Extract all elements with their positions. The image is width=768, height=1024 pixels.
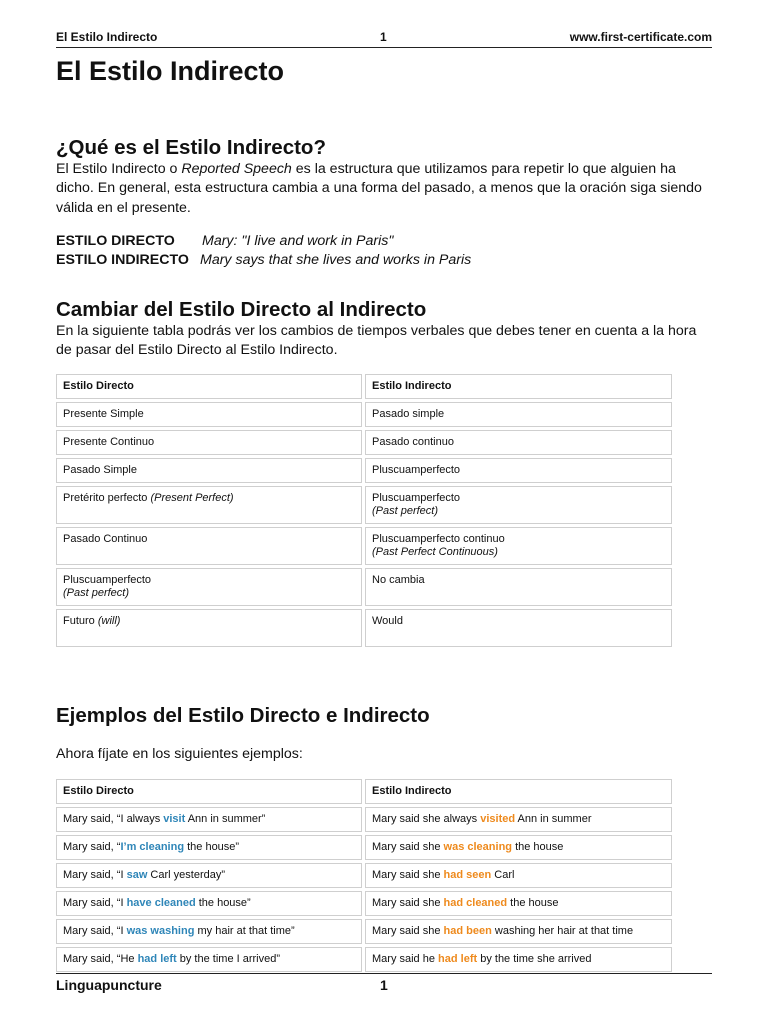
column-header-indirect: Estilo Indirecto bbox=[365, 779, 672, 804]
table-row bbox=[56, 430, 672, 455]
highlighted-verb: I’m cleaning bbox=[120, 841, 185, 853]
document-title: El Estilo Indirecto bbox=[56, 56, 285, 86]
cell-indirect bbox=[365, 609, 672, 647]
cell-direct bbox=[56, 891, 362, 916]
column-header-direct: Estilo Directo bbox=[56, 779, 362, 804]
cell-text: Would bbox=[372, 615, 403, 627]
tense-change-table bbox=[53, 371, 675, 650]
table-row bbox=[56, 919, 672, 944]
paragraph-text: El Estilo Indirecto o bbox=[56, 161, 182, 177]
table-row bbox=[56, 609, 672, 647]
highlighted-verb: saw bbox=[126, 869, 148, 881]
table-row bbox=[56, 568, 672, 606]
cell-emphasis: (Past perfect) bbox=[372, 505, 439, 517]
cell-indirect bbox=[365, 947, 672, 972]
cell-text: washing her hair at that time bbox=[491, 925, 634, 937]
cell-text: the house” bbox=[184, 841, 240, 853]
table-row bbox=[56, 835, 672, 860]
cell-text: Mary said, “I bbox=[63, 925, 127, 937]
cell-text: Mary said, “ bbox=[63, 841, 121, 853]
table-row bbox=[56, 402, 672, 427]
cell-text: the house” bbox=[195, 897, 251, 909]
cell-direct bbox=[56, 568, 362, 606]
cell-direct bbox=[56, 402, 362, 427]
footer-page-number: 1 bbox=[380, 977, 388, 993]
table-row bbox=[56, 458, 672, 483]
cell-direct bbox=[56, 863, 362, 888]
cell-text: Mary said she bbox=[372, 869, 444, 881]
cell-text: Carl yesterday” bbox=[147, 869, 226, 881]
cell-text: Pluscuamperfecto bbox=[372, 492, 461, 504]
section-paragraph-change: En la siguiente tabla podrás ver los cambios de tiempos verbales que debes tener en cuenta a la hora de pasar del Estilo Directo al Estilo Indirecto. bbox=[56, 323, 697, 359]
cell-text: Mary said, “I bbox=[63, 897, 127, 909]
cell-text: Pasado Simple bbox=[63, 464, 137, 476]
cell-direct bbox=[56, 486, 362, 524]
cell-indirect bbox=[365, 807, 672, 832]
cell-direct bbox=[56, 947, 362, 972]
header-page-number: 1 bbox=[380, 30, 387, 44]
cell-text: the house bbox=[512, 841, 564, 853]
cell-indirect bbox=[365, 919, 672, 944]
example-text: Mary: "I live and work in Paris" bbox=[202, 233, 394, 249]
cell-text: by the time she arrived bbox=[477, 953, 592, 965]
cell-indirect bbox=[365, 430, 672, 455]
cell-indirect bbox=[365, 527, 672, 565]
cell-text: Mary said, “I bbox=[63, 869, 127, 881]
column-header-indirect: Estilo Indirecto bbox=[365, 374, 672, 399]
cell-text: by the time I arrived” bbox=[176, 953, 281, 965]
highlighted-verb: had seen bbox=[443, 869, 492, 881]
example-direct bbox=[56, 233, 393, 249]
cell-text: No cambia bbox=[372, 574, 425, 586]
cell-direct bbox=[56, 807, 362, 832]
cell-text: Mary said she bbox=[372, 897, 444, 909]
cell-direct bbox=[56, 609, 362, 647]
cell-indirect bbox=[365, 568, 672, 606]
example-label: ESTILO INDIRECTO bbox=[56, 252, 189, 268]
paragraph-emphasis: Reported Speech bbox=[181, 161, 292, 177]
cell-text: Pasado Continuo bbox=[63, 533, 148, 545]
cell-text: Pretérito perfecto bbox=[63, 492, 151, 504]
cell-text: my hair at that time” bbox=[194, 925, 295, 937]
cell-direct bbox=[56, 527, 362, 565]
section-heading-change: Cambiar del Estilo Directo al Indirecto bbox=[56, 298, 427, 321]
cell-emphasis: (Past Perfect Continuous) bbox=[372, 546, 498, 558]
cell-direct bbox=[56, 430, 362, 455]
table-row bbox=[56, 863, 672, 888]
footer-rule bbox=[56, 973, 712, 974]
table-row bbox=[56, 807, 672, 832]
table-row bbox=[56, 486, 672, 524]
example-indirect bbox=[56, 252, 471, 268]
cell-text: Futuro bbox=[63, 615, 98, 627]
cell-indirect bbox=[365, 458, 672, 483]
cell-text: Pluscuamperfecto bbox=[372, 464, 461, 476]
highlighted-verb: visit bbox=[163, 813, 186, 825]
table-row bbox=[56, 891, 672, 916]
column-header-direct: Estilo Directo bbox=[56, 374, 362, 399]
highlighted-verb: have cleaned bbox=[126, 897, 196, 909]
paragraph-text-rest: es la estructura que utilizamos para repetir lo que alguien ha dicho. En general, esta estructura cambia a una forma del pasado, a menos que la oración siga siendo válida en el presente. bbox=[56, 161, 702, 216]
table-header-row bbox=[56, 779, 672, 804]
footer-brand: Linguapuncture bbox=[56, 977, 162, 993]
cell-text: Mary said she bbox=[372, 841, 444, 853]
cell-text: Mary said, “I always bbox=[63, 813, 164, 825]
running-header bbox=[56, 30, 712, 46]
cell-text: Pasado simple bbox=[372, 408, 445, 420]
highlighted-verb: was washing bbox=[126, 925, 195, 937]
cell-text: Ann in summer” bbox=[185, 813, 266, 825]
example-label: ESTILO DIRECTO bbox=[56, 233, 175, 249]
highlighted-verb: had left bbox=[438, 953, 478, 965]
highlighted-verb: was cleaning bbox=[443, 841, 513, 853]
cell-direct bbox=[56, 835, 362, 860]
cell-text: Presente Simple bbox=[63, 408, 144, 420]
cell-text: Ann in summer bbox=[515, 813, 592, 825]
cell-text: Carl bbox=[491, 869, 515, 881]
highlighted-verb: had cleaned bbox=[443, 897, 508, 909]
cell-text: the house bbox=[507, 897, 559, 909]
examples-table bbox=[53, 776, 675, 975]
section-paragraph-examples: Ahora fíjate en los siguientes ejemplos: bbox=[56, 746, 303, 762]
cell-emphasis: (Present Perfect) bbox=[150, 492, 234, 504]
table-row bbox=[56, 527, 672, 565]
cell-emphasis: (will) bbox=[97, 615, 121, 627]
cell-text: Mary said, “He bbox=[63, 953, 138, 965]
example-text: Mary says that she lives and works in Paris bbox=[200, 252, 472, 268]
header-rule bbox=[56, 47, 712, 48]
cell-indirect bbox=[365, 863, 672, 888]
cell-text: Pasado continuo bbox=[372, 436, 454, 448]
cell-text: Presente Continuo bbox=[63, 436, 155, 448]
cell-indirect bbox=[365, 402, 672, 427]
cell-indirect bbox=[365, 891, 672, 916]
header-website: www.first-certificate.com bbox=[569, 30, 712, 44]
cell-emphasis: (Past perfect) bbox=[63, 587, 130, 599]
table-row bbox=[56, 947, 672, 972]
cell-indirect bbox=[365, 835, 672, 860]
cell-direct bbox=[56, 919, 362, 944]
header-title: El Estilo Indirecto bbox=[56, 30, 158, 44]
highlighted-verb: had been bbox=[443, 925, 492, 937]
section-heading-what-is: ¿Qué es el Estilo Indirecto? bbox=[56, 136, 326, 159]
cell-direct bbox=[56, 458, 362, 483]
cell-text: Pluscuamperfecto continuo bbox=[372, 533, 505, 545]
document-page bbox=[56, 0, 712, 1024]
table-header-row bbox=[56, 374, 672, 399]
cell-text: Mary said he bbox=[372, 953, 439, 965]
highlighted-verb: visited bbox=[480, 813, 516, 825]
section-paragraph-what-is bbox=[56, 160, 712, 218]
cell-text: Mary said she bbox=[372, 925, 444, 937]
cell-text: Pluscuamperfecto bbox=[63, 574, 152, 586]
cell-text: Mary said she always bbox=[372, 813, 481, 825]
cell-indirect bbox=[365, 486, 672, 524]
highlighted-verb: had left bbox=[137, 953, 177, 965]
section-heading-examples: Ejemplos del Estilo Directo e Indirecto bbox=[56, 704, 430, 727]
